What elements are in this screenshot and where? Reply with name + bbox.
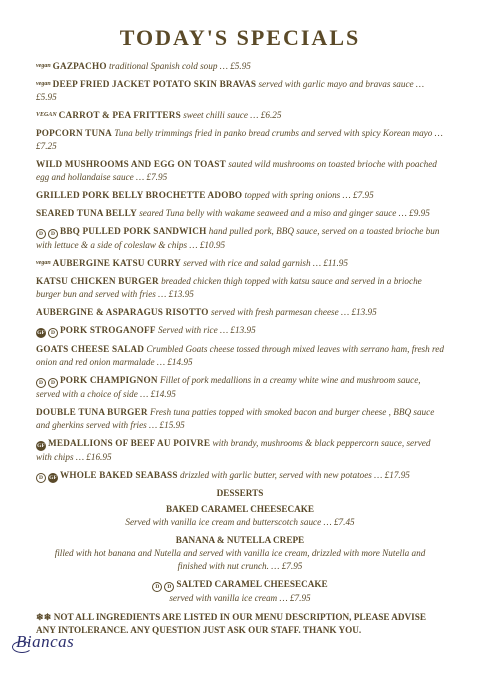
dietary-icons: [36, 226, 60, 236]
vegan-icon: VEGAN: [36, 112, 57, 118]
menu-item: [36, 469, 444, 483]
menu-item: [36, 60, 444, 73]
dietary-icons: [36, 470, 60, 480]
menu-item: [36, 158, 444, 184]
item-description: Crumbled Goats cheese tossed through mixed leaves with serrano ham, fresh red onion and red onion marmalade … £14.95: [36, 344, 444, 367]
allergy-notice: ❄❄ NOT ALL INGREDIENTS ARE LISTED IN OUR MENU DESCRIPTION, PLEASE ADVISE ANY INTOLERANCE. ANY QUESTION JUST ASK OUR STAFF. THANK YOU.: [36, 612, 426, 635]
item-description: Served with vanilla ice cream and butterscotch sauce … £7.45: [125, 517, 355, 527]
item-name: CARROT & PEA FRITTERS: [58, 110, 181, 120]
dairy-icon: D: [48, 378, 58, 388]
gluten-free-icon: GF: [37, 443, 45, 449]
item-description: topped with spring onions … £7.95: [242, 190, 374, 200]
item-name: PORK STROGANOFF: [60, 325, 156, 335]
menu-item: [36, 189, 444, 202]
dairy-icon: D: [48, 328, 58, 338]
item-name: POPCORN TUNA: [36, 128, 112, 138]
biancas-logo: Biancas: [16, 632, 75, 651]
vegan-icon: vegan: [36, 63, 51, 69]
menu-item: [36, 127, 444, 153]
menu-item: [36, 78, 444, 104]
item-name: WILD MUSHROOMS AND EGG ON TOAST: [36, 159, 226, 169]
item-description: sweet chilli sauce … £6.25: [180, 110, 282, 120]
item-name: KATSU CHICKEN BURGER: [36, 276, 159, 286]
item-description: drizzled with garlic butter, served with new potatoes … £17.95: [177, 470, 410, 480]
menu-item: [36, 207, 444, 220]
item-name: BANANA & NUTELLA CREPE: [175, 535, 305, 545]
item-title-line: [36, 578, 444, 592]
item-name: WHOLE BAKED SEABASS: [60, 470, 178, 480]
item-description: served with vanilla ice cream … £7.95: [169, 593, 311, 603]
dairy-icon: D: [36, 229, 46, 239]
item-description: Fillet of pork medallions in a creamy white wine and mushroom sauce, served with a choice of side … £14.95: [36, 375, 421, 399]
menu-item: [36, 109, 444, 122]
item-name: MEDALLIONS OF BEEF AU POIVRE: [48, 438, 211, 448]
dairy-icon: D: [48, 229, 58, 239]
item-name: GOATS CHEESE SALAD: [36, 344, 145, 354]
dessert-item: [36, 534, 444, 573]
dairy-icon: D: [152, 582, 162, 592]
item-description: breaded chicken thigh topped with katsu sauce and served in a brioche burger bun and served with fries … £13.95: [36, 276, 422, 299]
dessert-item: [36, 578, 444, 605]
item-description: Served with rice … £13.95: [155, 325, 256, 335]
item-name: PORK CHAMPIGNON: [60, 375, 158, 385]
item-name: BAKED CARAMEL CHEESECAKE: [165, 504, 315, 514]
gluten-free-icon: GF: [37, 330, 45, 336]
item-name: GAZPACHO: [52, 61, 107, 71]
menu-item: [36, 225, 444, 252]
menu-item: [36, 324, 444, 338]
vegan-icon: vegan: [36, 81, 51, 87]
gluten-free-icon: GF: [49, 475, 57, 481]
dairy-icon: D: [164, 582, 174, 592]
dietary-icons: [36, 375, 60, 385]
item-description: served with rice and salad garnish … £11.95: [180, 258, 348, 268]
item-description: filled with hot banana and Nutella and served with vanilla ice cream, drizzled with more Nutella and finished with nut crunch. … £7.95: [54, 548, 426, 571]
desserts-heading: DESSERTS: [216, 488, 264, 498]
item-name: SEARED TUNA BELLY: [36, 208, 137, 218]
specials-list: [36, 60, 444, 483]
dietary-icons: [36, 325, 60, 335]
item-description: served with fresh parmesan cheese … £13.95: [208, 307, 377, 317]
menu-item: [36, 437, 444, 464]
menu-item: [36, 374, 444, 401]
item-description: sauted wild mushrooms on toasted brioche with poached egg and hollandaise sauce … £7.95: [36, 159, 437, 182]
vegan-icon: vegan: [36, 260, 51, 266]
item-description: Fresh tuna patties topped with smoked bacon and burger cheese , BBQ sauce and gherkins served with fries … £15.95: [36, 407, 435, 430]
item-name: GRILLED PORK BELLY BROCHETTE ADOBO: [36, 190, 243, 200]
item-description: Tuna belly trimmings fried in panko bread crumbs and served with spicy Korean mayo … £7.25: [36, 128, 443, 151]
desserts-list: [36, 503, 444, 605]
item-description: with brandy, mushrooms & black peppercorn sauce, served with chips … £16.95: [36, 438, 431, 462]
item-name: DOUBLE TUNA BURGER: [36, 407, 148, 417]
item-description: hand pulled pork, BBQ sauce, served on a toasted brioche bun with lettuce & a side of coleslaw & chips … £10.95: [36, 226, 440, 250]
item-description: served with garlic mayo and bravas sauce … £5.95: [36, 79, 425, 102]
dairy-icon: D: [36, 473, 46, 483]
dairy-icon: D: [36, 378, 46, 388]
item-description: traditional Spanish cold soup … £5.95: [106, 61, 251, 71]
menu-item: [36, 306, 444, 319]
specials-menu: [36, 60, 444, 637]
menu-item: [36, 257, 444, 270]
menu-item: [36, 343, 444, 369]
dessert-item: [36, 503, 444, 529]
dietary-icons: [152, 579, 176, 589]
item-description: seared Tuna belly with wakame seaweed and a miso and ginger sauce … £9.95: [136, 208, 430, 218]
item-name: AUBERGINE & ASPARAGUS RISOTTO: [36, 307, 209, 317]
page-title: TODAY'S SPECIALS: [119, 25, 361, 50]
item-name: AUBERGINE KATSU CURRY: [52, 258, 181, 268]
menu-item: [36, 406, 444, 432]
item-name: SALTED CARAMEL CHEESECAKE: [176, 579, 328, 589]
dietary-icons: [36, 438, 48, 448]
item-name: DEEP FRIED JACKET POTATO SKIN BRAVAS: [52, 79, 257, 89]
item-name: BBQ PULLED PORK SANDWICH: [60, 226, 207, 236]
menu-item: [36, 275, 444, 301]
